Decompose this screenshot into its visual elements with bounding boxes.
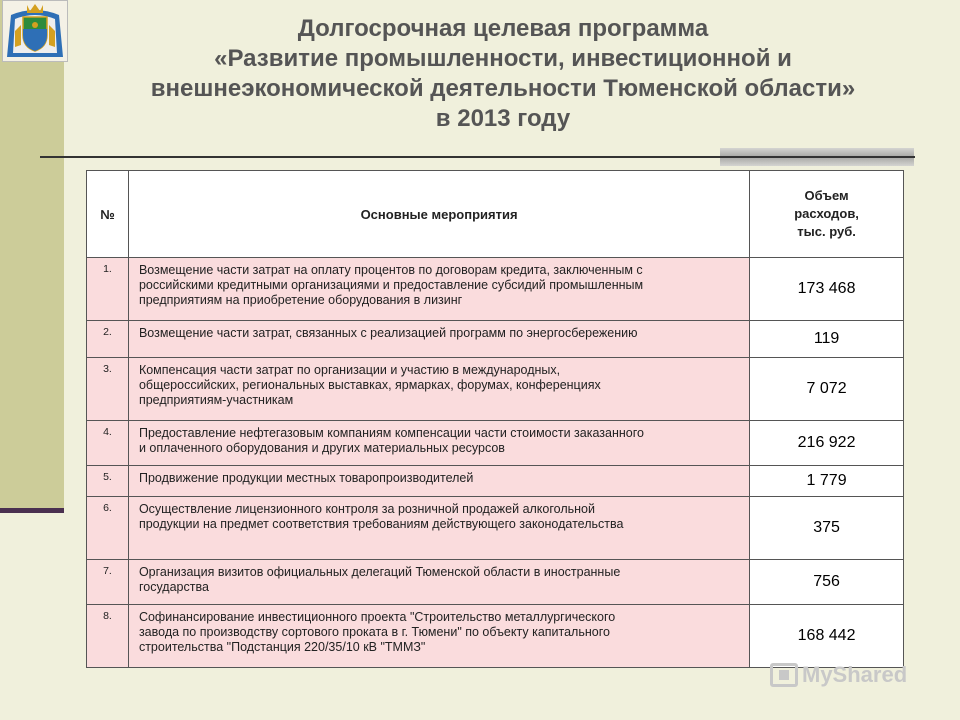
activity-line: общероссийских, региональных выставках, ярмарках, форумах, конференциях [138,378,601,392]
activity-line: строительства "Подстанция 220/35/10 кВ "ТММЗ" [138,640,426,654]
row-number: 6. [87,497,129,560]
activity-line: Осуществление лицензионного контроля за розничной продажей алкогольной [138,502,595,516]
coat-of-arms-icon [2,0,68,62]
header-num: № [87,171,129,258]
activity-line: продукции на предмет соответствия требованиям действующего законодательства [138,517,624,531]
header-amount-line: Объем [804,188,849,203]
watermark [770,660,930,690]
row-amount: 168 442 [750,605,904,668]
activity-line: предприятиям на приобретение оборудования в лизинг [138,293,463,307]
row-number: 5. [87,466,129,497]
row-activity [128,358,749,421]
activity-line: завода по производству сортового проката в г. Тюмени" по объекту капитального [138,625,610,639]
title-line: Долгосрочная целевая программа [297,15,709,42]
header-amount [750,171,904,258]
activity-line: Предоставление нефтегазовым компаниям компенсации части стоимости заказанного [138,426,644,440]
row-activity [128,258,749,321]
activity-line: Компенсация части затрат по организации и участию в международных, [138,363,561,377]
table-row [87,421,904,466]
table-row [87,258,904,321]
table-row [87,605,904,668]
row-number: 8. [87,605,129,668]
row-number: 1. [87,258,129,321]
table-header-row [87,171,904,258]
row-activity [128,421,749,466]
row-amount: 7 072 [750,358,904,421]
row-activity [128,560,749,605]
activity-line: и оплаченного оборудования и других материальных ресурсов [138,441,505,455]
title-line: «Развитие промышленности, инвестиционной и [214,45,792,72]
row-number: 7. [87,560,129,605]
activity-line: государства [138,580,209,594]
row-activity [128,497,749,560]
row-amount: 119 [750,321,904,358]
row-amount: 216 922 [750,421,904,466]
header-amount-line: расходов, [794,206,859,221]
table-row [87,466,904,497]
row-activity [128,466,749,497]
activity-line: Возмещение части затрат, связанных с реализацией программ по энергосбережению [138,326,638,340]
title-line: в 2013 году [435,105,571,132]
activity-line: российскими кредитными организациями и предоставление субсидий промышленным [138,278,644,292]
myshared-logo-icon [770,663,798,687]
row-amount: 756 [750,560,904,605]
left-accent-rule [0,508,64,513]
page-title [90,14,916,134]
table-row [87,497,904,560]
activities-table [86,170,904,668]
table-row [87,560,904,605]
table-row [87,321,904,358]
header-amount-line: тыс. руб. [797,224,856,239]
title-line: внешнеэкономической деятельности Тюменской области» [150,75,856,102]
row-amount: 173 468 [750,258,904,321]
activity-line: Организация визитов официальных делегаций Тюменской области в иностранные [138,565,621,579]
title-rule [40,156,915,158]
activity-line: Продвижение продукции местных товаропроизводителей [138,471,474,485]
activity-line: Софинансирование инвестиционного проекта "Строительство металлургического [138,610,616,624]
activity-line: Возмещение части затрат на оплату процентов по договорам кредита, заключенным с [138,263,643,277]
watermark-text: MyShared [802,662,908,687]
row-activity [128,321,749,358]
row-activity [128,605,749,668]
left-accent-bar [0,0,64,510]
header-activity: Основные мероприятия [128,171,749,258]
row-amount: 375 [750,497,904,560]
row-number: 2. [87,321,129,358]
activity-line: предприятиям-участникам [138,393,294,407]
row-number: 4. [87,421,129,466]
row-amount: 1 779 [750,466,904,497]
table-row [87,358,904,421]
row-number: 3. [87,358,129,421]
